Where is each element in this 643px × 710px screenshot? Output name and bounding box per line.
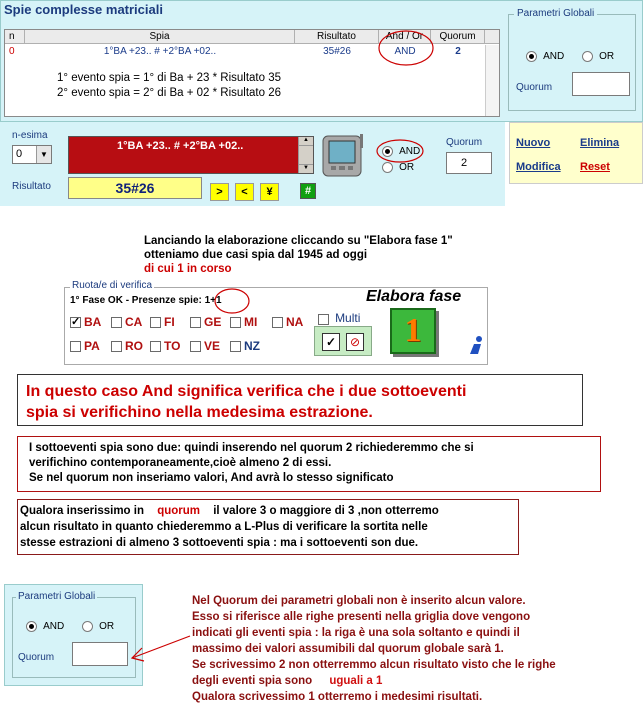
wheel-label: GE [204, 315, 222, 329]
spia-textarea[interactable]: 1°BA +23.. # +2°BA +02.. [68, 136, 314, 174]
wheel-label: MI [244, 315, 258, 329]
checkbox-icon [70, 317, 81, 328]
checkbox-icon [111, 341, 122, 352]
nuovo-link[interactable]: Nuovo [516, 137, 551, 149]
wheel-checkbox-ve[interactable] [190, 339, 220, 353]
checkbox-icon [318, 314, 329, 325]
global-params-title: Parametri Globali [514, 8, 597, 19]
bottom-note-line-2: Esso si riferisce alle righe presenti nella griglia dove vengono [192, 611, 531, 623]
global-quorum-label: Quorum [516, 82, 553, 93]
explanation-line-2: 2° evento spia = 2° di Ba + 02 * Risultato 26 [57, 87, 282, 99]
col-header-risultato[interactable]: Risultato [295, 30, 379, 44]
check-icon[interactable]: ✓ [322, 333, 340, 351]
quorum-label: Quorum [446, 137, 483, 148]
checkbox-icon [230, 341, 241, 352]
chevron-down-icon[interactable]: ▼ [36, 146, 51, 163]
global-or-radio[interactable] [582, 50, 614, 62]
elabora-fase-1-button[interactable] [390, 308, 436, 354]
wheel-checkbox-ba[interactable] [70, 315, 101, 329]
col-header-and-or[interactable]: And / Or [379, 30, 431, 44]
bottom-note-line-5: Se scrivessimo 2 non otterremmo alcun risultato visto che le righe [192, 659, 556, 671]
quorum-3-note-part-a: Qualora inserissimo in [20, 505, 144, 517]
row-spia: 1°BA +23.. # +2°BA +02.. [103, 46, 217, 57]
global-and-label-2: AND [43, 621, 65, 632]
scroll-down-icon[interactable]: ▼ [299, 164, 313, 173]
global-quorum-note-text [192, 593, 556, 705]
global-and-label: AND [543, 51, 565, 62]
reset-link[interactable]: Reset [580, 161, 610, 173]
global-quorum-input[interactable] [572, 72, 630, 96]
wheel-checkbox-to[interactable] [150, 339, 180, 353]
wheel-checkbox-pa[interactable] [70, 339, 100, 353]
row-and-or: AND [394, 46, 416, 57]
phase-status-prefix: 1° Fase OK - Presenze spie: [70, 295, 202, 306]
bottom-note-line-6-b: uguali a 1 [329, 675, 383, 687]
and-or-highlight-ellipse [376, 26, 436, 68]
and-explanation-text [26, 381, 466, 423]
bottom-note-line-6 [192, 673, 556, 689]
checkbox-icon [230, 317, 241, 328]
actions-panel [509, 122, 643, 184]
nesima-label: n-esima [12, 130, 48, 141]
spie-grid [4, 29, 500, 117]
or-label: OR [399, 162, 415, 173]
pointer-arrow [128, 630, 192, 670]
next-button[interactable]: > [210, 183, 229, 201]
verification-title: Ruota/e di verifica [72, 280, 153, 291]
global-or-label-2: OR [99, 621, 115, 632]
wheel-label: FI [164, 315, 175, 329]
quorum-3-note-quorum-word: quorum [157, 505, 200, 517]
checkbox-icon [111, 317, 122, 328]
presence-highlight-ellipse [212, 287, 252, 315]
multi-checkbox[interactable] [318, 311, 360, 325]
checkbox-icon [150, 317, 161, 328]
global-quorum-label-2: Quorum [18, 652, 55, 663]
grid-scrollbar[interactable] [485, 45, 499, 116]
and-explanation-line-1: In questo caso And significa verifica che i due sottoeventi [26, 383, 467, 400]
cancel-icon[interactable]: ⊘ [346, 333, 364, 351]
global-or-label: OR [599, 51, 615, 62]
phase-number: 1 [404, 312, 422, 349]
global-params-title-2: Parametri Globali [18, 591, 96, 602]
wheel-label: BA [84, 315, 102, 329]
wheel-label: PA [84, 339, 100, 353]
and-highlight-ellipse [374, 137, 426, 165]
nesima-value: 0 [16, 148, 23, 160]
phase-status [70, 295, 222, 306]
bottom-note-line-3: indicati gli eventi spia : la riga è una sola soltanto e quindi il [192, 627, 520, 639]
global-quorum-input-2[interactable] [72, 642, 128, 666]
quorum-3-note-line-3: stesse estrazioni di almeno 3 sottoeventi spia : ma i sottoeventi son due. [20, 537, 419, 549]
radio-selected-icon [526, 51, 537, 62]
col-header-spia[interactable]: Spia [25, 30, 295, 44]
header-filler [485, 30, 499, 44]
elimina-link[interactable]: Elimina [580, 137, 620, 149]
wheel-label: RO [125, 339, 143, 353]
panel-title: Spie complesse matriciali [4, 2, 163, 17]
quorum-3-note-line-2: alcun risultato in quanto chiederemmo a L-Plus di verificare la sortita nelle [20, 521, 428, 533]
wheel-label: CA [125, 315, 143, 329]
row-n: 0 [9, 46, 15, 57]
checkbox-icon [190, 341, 201, 352]
prev-button[interactable]: < [235, 183, 254, 201]
checkbox-icon [150, 341, 161, 352]
hash-button[interactable]: # [300, 183, 316, 199]
global-and-radio[interactable] [526, 50, 564, 62]
modifica-link[interactable]: Modifica [516, 161, 561, 173]
quorum-note-text [29, 441, 474, 486]
spia-scrollbar[interactable] [298, 137, 313, 173]
risultato-field[interactable]: 35#26 [68, 177, 202, 199]
checkbox-icon [70, 341, 81, 352]
risultato-label: Risultato [12, 181, 51, 192]
global-or-radio-2[interactable] [82, 620, 114, 632]
bottom-note-line-7: Qualora scrivessimo 1 otterremo i medesimi risultati. [192, 691, 483, 703]
radio-icon [82, 621, 93, 632]
multi-label: Multi [335, 311, 361, 325]
col-header-n[interactable]: n [5, 30, 25, 44]
launch-note-line-2: otteniamo due casi spia dal 1945 ad oggi [144, 249, 368, 261]
launch-note-line-1: Lanciando la elaborazione cliccando su "Elabora fase 1" [144, 235, 453, 247]
phase-status-value: 1+1 [204, 295, 222, 306]
quorum-note-line-3: Se nel quorum non inseriamo valori, And avrà lo stesso significato [29, 472, 394, 484]
and-label: AND [399, 146, 421, 157]
wheel-label: TO [164, 339, 181, 353]
wheel-checkbox-ge[interactable] [190, 315, 221, 329]
quorum-input[interactable]: 2 [446, 152, 492, 174]
checkbox-icon [190, 317, 201, 328]
wheel-checkbox-nz[interactable] [230, 339, 260, 353]
explanation-line-1: 1° evento spia = 1° di Ba + 23 * Risultato 35 [57, 72, 282, 84]
row-quorum: 2 [455, 46, 461, 57]
wheel-checkbox-na[interactable] [272, 315, 303, 329]
yen-button[interactable]: ¥ [260, 183, 279, 201]
quorum-note-line-1: I sottoeventi spia sono due: quindi inserendo nel quorum 2 richiederemmo che si [29, 442, 474, 454]
quorum-3-note-text [20, 503, 439, 551]
global-and-radio-2[interactable] [26, 620, 64, 632]
bottom-note-line-1: Nel Quorum dei parametri globali non è inserito alcun valore. [192, 595, 526, 607]
radio-selected-icon [26, 621, 37, 632]
row-risultato: 35#26 [323, 46, 351, 57]
wheel-label: NZ [244, 339, 260, 353]
bottom-note-line-4: massimo dei valori assumibili dal quorum globale sarà 1. [192, 643, 504, 655]
quorum-3-note-line-1 [20, 503, 439, 519]
wheel-checkbox-ro[interactable] [111, 339, 143, 353]
and-explanation-line-2: spia si verifichino nella medesima estrazione. [26, 404, 373, 421]
scroll-up-icon[interactable]: ▲ [299, 137, 313, 146]
radio-icon [582, 51, 593, 62]
bottom-note-line-6-a: degli eventi spia sono [192, 675, 313, 687]
wheel-checkbox-ca[interactable] [111, 315, 142, 329]
wheel-checkbox-mi[interactable] [230, 315, 257, 329]
wheel-label: NA [286, 315, 304, 329]
col-header-quorum[interactable]: Quorum [431, 30, 485, 44]
launch-note-line-3: di cui 1 in corso [144, 263, 232, 275]
quorum-note-line-2: verifichino contemporaneamente,cioè almeno 2 di essi. [29, 457, 332, 469]
nesima-select[interactable] [12, 145, 52, 164]
elabora-fase-label[interactable]: Elabora fase [366, 288, 462, 305]
global-params-group [508, 14, 636, 111]
info-icon[interactable] [466, 334, 486, 356]
checkbox-icon [272, 317, 283, 328]
confirm-group [314, 326, 372, 356]
palmtop-icon[interactable] [320, 132, 370, 178]
wheel-checkbox-fi[interactable] [150, 315, 175, 329]
wheel-label: VE [204, 339, 221, 353]
quorum-3-note-part-b: il valore 3 o maggiore di 3 ,non otterremo [213, 505, 439, 517]
